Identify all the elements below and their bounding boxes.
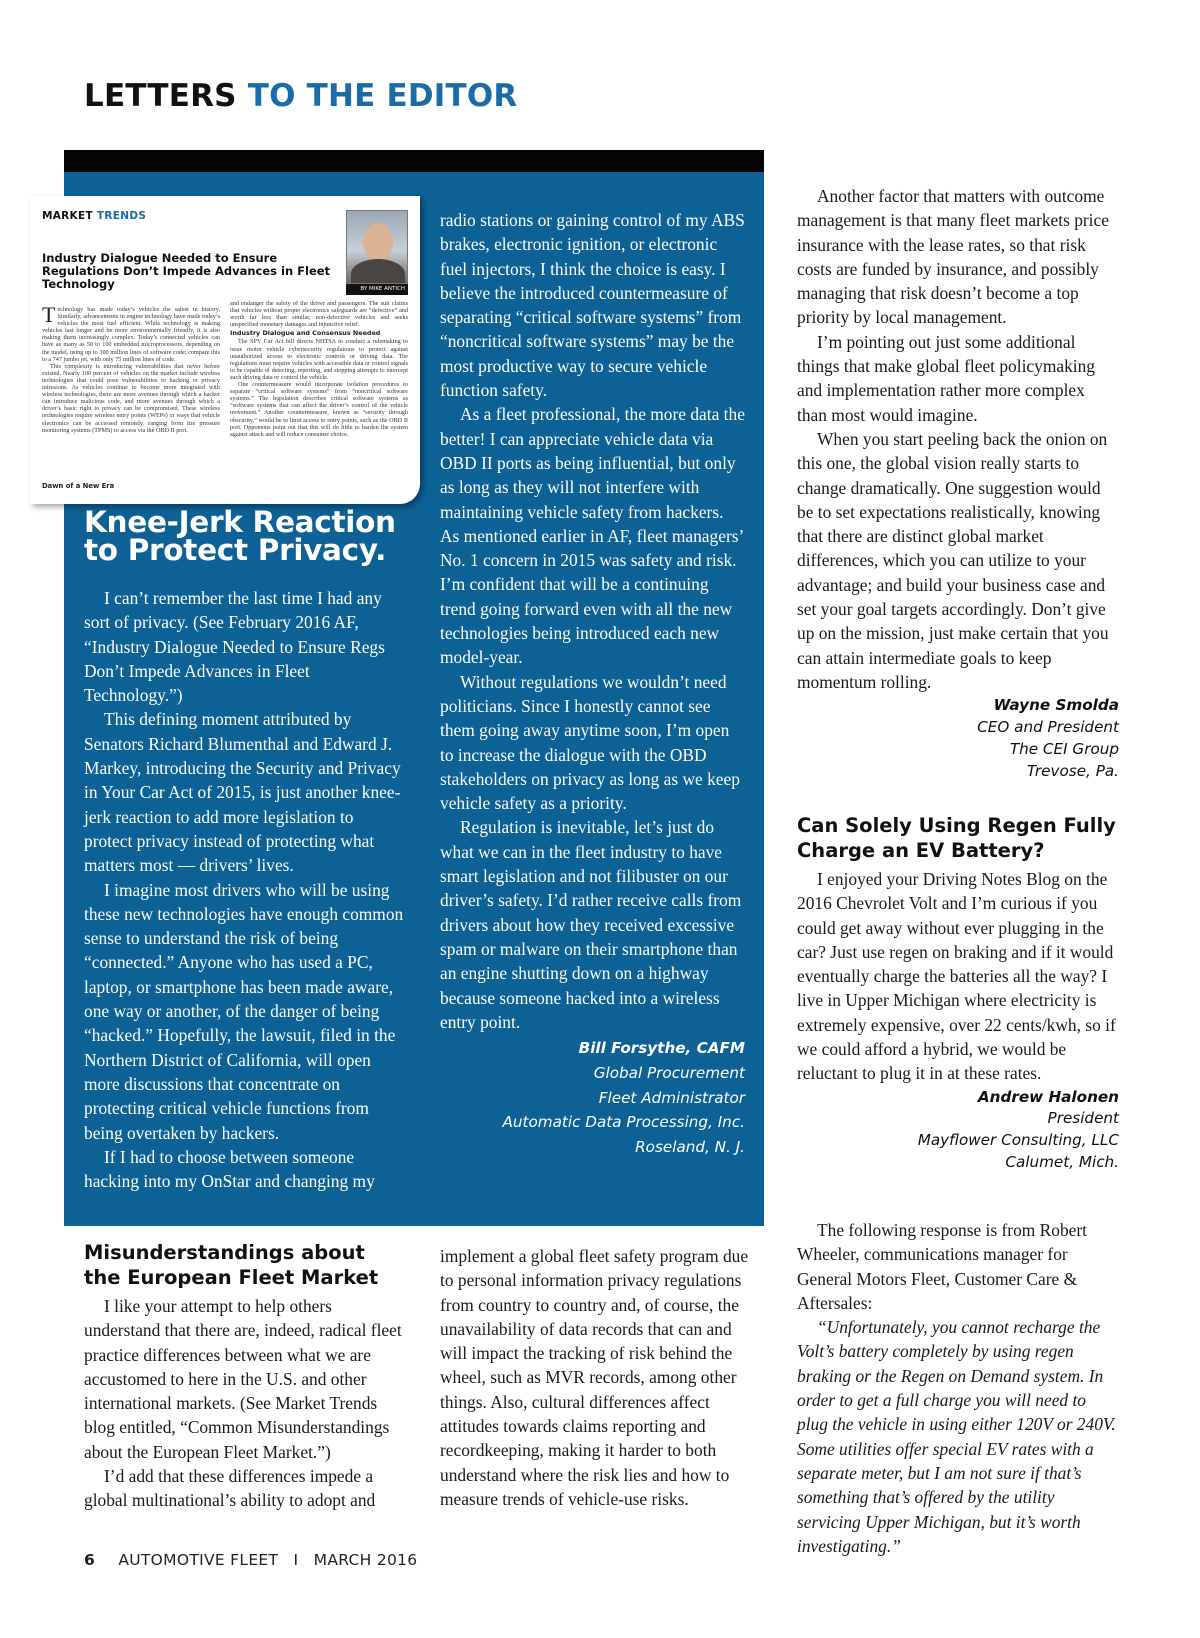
signature-name: Bill Forsythe, CAFM bbox=[578, 1039, 745, 1058]
letter1-paragraph: Without regulations we wouldn’t need politicians. Since I honestly cannot see them going away anytime soon, I’m open to increase the dialogue with the OBD stakeholders on privacy as long as we keep vehicle safety as a priority. bbox=[440, 671, 740, 814]
letter1-column-2 bbox=[440, 208, 745, 1160]
clipping-column-1: Technology has made today’s vehicles the safest in history. Similarly, advancements in engine technology have made today’s vehicles the most fuel efficient. While technology is making vehicles last longer and be more environmentally friendly, it is also making them increasingly complex. Today’s connected vehicles can have as many as 50 to 100 embedded microprocessors, depending on the model, using up to 300 million lines of software code; compare this to a 747 jumbo jet, with only 75 million lines of code. This complexity is introducing vulnerabilities that never before existed. Nearly 100 percent of vehicles on the market include wireless technologies that could pose vulnerabilities to hacking or privacy intrusions. As vehicles continue to become more integrated with wireless technologies, there are more avenues through which a hacker can introduce malicious code, and more avenues through which a driver’s basic right to privacy can be compromised. These wireless technologies require wireless entry points (WEPs) or ways that vehicle electronics can be accessed remotely, ranging from tire pressure monitoring systems (TPMS) to access via the OBD II port. bbox=[42, 302, 220, 434]
clipping-tag: MARKET TRENDS bbox=[42, 210, 147, 222]
author-photo bbox=[346, 210, 408, 284]
clipping-subhead-bottom: Dawn of a New Era bbox=[42, 482, 115, 490]
letter1-paragraph: I imagine most drivers who will be using these new technologies have enough common sense to understand the risk of being “connected.” Anyone who has used a PC, laptop, or smartphone has been made aware, one way or another, of the danger of being “hacked.” Hopefully, the lawsuit, filed in the Northern District of California, will open more discussions that concentrate on protecting critical vehicle functions from being overtaken by hackers. bbox=[84, 879, 404, 1143]
clipping-column-2: and endanger the safety of the driver and passengers. The suit claims that vehicles without proper electronics safeguards are “defective” and worth far less than similar, non-defective vehicles and seeks unspecified monetary damages and injunctive relief. Industry Dialogue and Consensus Needed The SPY Car Act bill directs NHTSA to conduct a rulemaking to issue motor vehicle cybersecurity regulations to protect against unauthorized access to electronic controls or driving data. The regulations must require vehicles with accessible data or control signals to be capable of detecting, reporting, and stopping attempts to intercept such driving data or control the vehicle. One countermeasure would incorporate isolation procedures to separate “critical software systems” from “noncritical software systems.” The legislation describes critical software systems as “software systems that can affect the driver’s control of the vehicle movement.” Another countermeasure, known as “security through obscurity,” would be to limit access to entry points, such as the OBD II port. Opponents point out that this will do little to harden the system against attack and will reduce consumer choice. bbox=[230, 300, 408, 438]
letter3-paragraph: I enjoyed your Driving Notes Blog on the 2016 Chevrolet Volt and I’m curious if you could get away without ever plugging in the car? Just use regen on braking and if it would eventually charge the batteries all the way? I live in Upper Michigan where electricity is extremely expensive, over 22 cents/kwh, so if we could afford a hybrid, we would be reluctant to plug it in at these rates. bbox=[797, 869, 1116, 1084]
letter2 bbox=[84, 1240, 406, 1513]
gm-response bbox=[797, 1218, 1119, 1558]
letter2-column-2 bbox=[440, 1244, 762, 1511]
letter1-column-1 bbox=[84, 586, 406, 1193]
letter1-paragraph: Regulation is inevitable, let’s just do what we can in the fleet industry to have smart legislation and not filibuster on our driver’s safety. I’d rather receive calls from drivers about how they received excessive spam or malware on their smartphone than an engine shutting down on a highway because someone hacked into a wireless entry point. bbox=[440, 817, 742, 1032]
market-trends-clipping bbox=[30, 196, 420, 504]
response-quote: “Unfortunately, you cannot recharge the Volt’s battery completely by using regen braking or the Regen on Demand system. In order to get a full charge you will need to plug the vehicle in using either 120V or 240V. Some utilities offer special EV rates with a separate meter, but I am not sure if that’s something that’s offered by the utility servicing Upper Michigan, but it’s worth investigating.” bbox=[797, 1317, 1116, 1556]
letter2-paragraph: I like your attempt to help others understand that there are, indeed, radical fleet practice differences between what we are accustomed to here in the U.S. and other international markets. (See Market Trends blog entitled, “Common Misunderstandings about the European Fleet Market.”) bbox=[84, 1296, 402, 1462]
header-letters: LETTERS bbox=[84, 78, 237, 114]
response-intro: The following response is from Robert Wheeler, communications manager for General Motors Fleet, Customer Care & Aftersales: bbox=[797, 1220, 1087, 1313]
footer-separator: I bbox=[293, 1551, 299, 1569]
page-footer bbox=[84, 1551, 417, 1569]
top-black-bar bbox=[64, 150, 764, 172]
issue-date: MARCH 2016 bbox=[313, 1551, 418, 1569]
letter1-signature: Bill Forsythe, CAFM Global Procurement Fleet Administrator Automatic Data Processing, Inc. Roseland, N. J. bbox=[440, 1036, 745, 1160]
signature-name: Andrew Halonen bbox=[977, 1087, 1119, 1106]
letter2-paragraph: Another factor that matters with outcome management is that many fleet markets price insurance with the lease rates, so that risk costs are funded by insurance, and possibly managing that risk doesn’t become a top priority by local management. bbox=[797, 186, 1109, 328]
clipping-dropcap: T bbox=[42, 302, 56, 327]
letter3 bbox=[797, 813, 1119, 1174]
letter2-headline: Misunderstandings about the European Fleet Market bbox=[84, 1241, 379, 1289]
header-to-the-editor: TO THE EDITOR bbox=[247, 78, 518, 114]
clipping-byline: BY MIKE ANTICH bbox=[346, 284, 408, 295]
page-number: 6 bbox=[84, 1551, 96, 1569]
letter1-paragraph: This defining moment attributed by Senators Richard Blumenthal and Edward J. Markey, introducing the Security and Privacy in Your Car Act of 2015, is just another knee-jerk reaction to add more legislation to protect privacy instead of protecting what matters most — drivers’ lives. bbox=[84, 709, 401, 876]
letter3-signature: Andrew Halonen President Mayflower Consulting, LLC Calumet, Mich. bbox=[797, 1087, 1119, 1174]
author-face bbox=[363, 223, 393, 261]
letter2-paragraph: implement a global fleet safety program due to personal information privacy regulations from country to country and, of course, the unavailability of data records that can and will impact the tracking of risk behind the wheel, such as MVR records, among other things. Also, cultural differences affect attitudes towards claims reporting and recordkeeping, making it harder to both understand where the risk lies and how to measure trends of vehicle-use risks. bbox=[440, 1246, 749, 1509]
clipping-subhead: Industry Dialogue and Consensus Needed bbox=[230, 329, 381, 338]
letter1-paragraph: radio stations or gaining control of my ABS brakes, electronic ignition, or electronic fuel injectors, I think the choice is easy. I believe the introduced countermeasure of separating “critical software systems” from “noncritical software systems” may be the most productive way to secure vehicle function safety. bbox=[440, 210, 745, 401]
signature-name: Wayne Smolda bbox=[993, 696, 1119, 715]
letter2-continued bbox=[797, 184, 1119, 782]
letter2-paragraph: I’d add that these differences impede a global multinational’s ability to adopt and bbox=[84, 1466, 376, 1511]
letter3-headline: Can Solely Using Regen Fully Charge an EV Battery? bbox=[797, 814, 1116, 862]
publication-name: AUTOMOTIVE FLEET bbox=[118, 1551, 279, 1569]
clipping-headline: Industry Dialogue Needed to Ensure Regulations Don’t Impede Advances in Fleet Technology bbox=[42, 251, 331, 291]
letter2-paragraph: I’m pointing out just some additional things that make global fleet policymaking and implementation rather more complex than most would imagine. bbox=[797, 331, 1095, 425]
author-shoulders bbox=[351, 259, 405, 284]
letter2-signature: Wayne Smolda CEO and President The CEI Group Trevose, Pa. bbox=[797, 695, 1119, 782]
letter1-paragraph: As a fleet professional, the more data the better! I can appreciate vehicle data via OBD II ports as being influential, but only as long as they will not interfere with maintaining vehicle safety from hackers. As mentioned earlier in AF, fleet managers’ No. 1 concern in 2015 was safety and risk. I’m confident that will be a continuing trend going forward even with all the new technologies being introduced each new model-year. bbox=[440, 404, 745, 668]
page-header bbox=[84, 78, 517, 114]
letter1-headline: Knee-Jerk Reaction to Protect Privacy. bbox=[84, 505, 396, 567]
letter1-paragraph: If I had to choose between someone hacking into my OnStar and changing my bbox=[84, 1146, 375, 1192]
letter2-paragraph: When you start peeling back the onion on this one, the global vision really starts to change dramatically. One suggestion would be to set expectations realistically, knowing that there are distinct global market differences, which you can utilize to your advantage; and build your business case and set your goal targets accordingly. Don’t give up on the mission, just make certain that you can attain intermediate goals to keep momentum rolling. bbox=[797, 428, 1109, 692]
letter1-paragraph: I can’t remember the last time I had any sort of privacy. (See February 2016 AF, “Industry Dialogue Needed to Ensure Regs Don’t Impede Advances in Fleet Technology.”) bbox=[84, 588, 385, 706]
